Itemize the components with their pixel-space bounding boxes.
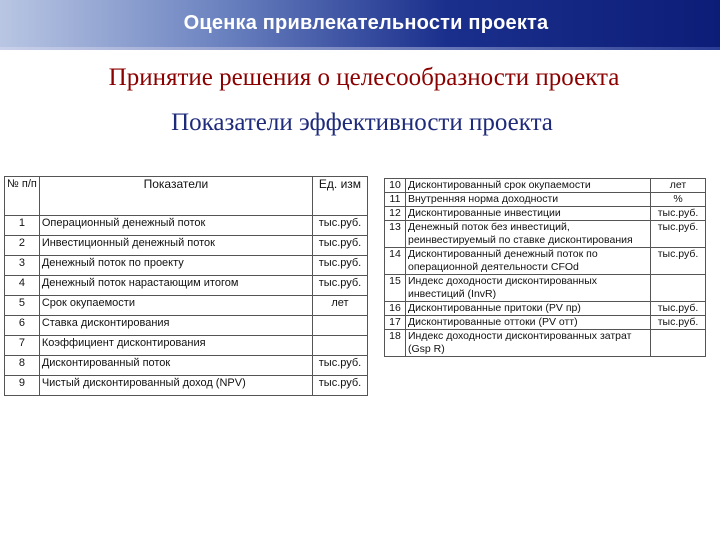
row-num: 11 xyxy=(385,193,406,207)
header-num: № п/п xyxy=(5,177,40,216)
row-num: 10 xyxy=(385,179,406,193)
row-name: Внутренняя норма доходности xyxy=(406,193,651,207)
indicators-table-right xyxy=(384,178,706,357)
row-name: Денежный поток нарастающим итогом xyxy=(39,276,312,296)
table-row xyxy=(5,376,368,396)
banner-underline xyxy=(0,47,720,50)
row-num: 15 xyxy=(385,275,406,302)
row-unit: тыс.руб. xyxy=(313,376,368,396)
row-num: 5 xyxy=(5,296,40,316)
table-row xyxy=(385,316,706,330)
row-num: 16 xyxy=(385,302,406,316)
row-unit: лет xyxy=(313,296,368,316)
slide-subheading: Показатели эффективности проекта xyxy=(171,109,553,136)
row-num: 4 xyxy=(5,276,40,296)
row-unit xyxy=(313,316,368,336)
row-name: Индекс доходности дисконтированных затрат (Gsp R) xyxy=(406,330,651,357)
row-unit: % xyxy=(651,193,706,207)
row-unit xyxy=(651,275,706,302)
table-row xyxy=(385,302,706,316)
table-row xyxy=(385,330,706,357)
indicators-table-left xyxy=(4,176,368,396)
row-unit: тыс.руб. xyxy=(651,316,706,330)
row-num: 17 xyxy=(385,316,406,330)
row-num: 6 xyxy=(5,316,40,336)
row-unit xyxy=(651,330,706,357)
row-num: 8 xyxy=(5,356,40,376)
table-row xyxy=(385,193,706,207)
table-row xyxy=(385,179,706,193)
row-name: Дисконтированные инвестиции xyxy=(406,207,651,221)
row-name: Индекс доходности дисконтированных инвестиций (InvR) xyxy=(406,275,651,302)
table-row xyxy=(5,336,368,356)
row-unit: тыс.руб. xyxy=(313,256,368,276)
row-name: Дисконтированный срок окупаемости xyxy=(406,179,651,193)
row-unit: тыс.руб. xyxy=(313,236,368,256)
row-name: Дисконтированный поток xyxy=(39,356,312,376)
row-num: 13 xyxy=(385,221,406,248)
row-num: 1 xyxy=(5,216,40,236)
row-name: Инвестиционный денежный поток xyxy=(39,236,312,256)
table-row xyxy=(5,236,368,256)
table-row xyxy=(5,276,368,296)
banner-title: Оценка привлекательности проекта xyxy=(183,12,549,34)
header-unit: Ед. изм xyxy=(313,177,368,216)
row-name: Дисконтированные притоки (PV пр) xyxy=(406,302,651,316)
row-num: 3 xyxy=(5,256,40,276)
table-row xyxy=(5,216,368,236)
row-name: Операционный денежный поток xyxy=(39,216,312,236)
slide-heading: Принятие решения о целесообразности проекта xyxy=(108,64,620,91)
table-row xyxy=(385,275,706,302)
table-row xyxy=(385,207,706,221)
row-num: 7 xyxy=(5,336,40,356)
table-row xyxy=(5,296,368,316)
header-name: Показатели xyxy=(39,177,312,216)
row-unit: тыс.руб. xyxy=(651,207,706,221)
row-unit xyxy=(313,336,368,356)
row-name: Коэффициент дисконтирования xyxy=(39,336,312,356)
row-name: Денежный поток без инвестиций, реинвестируемый по ставке дисконтирования xyxy=(406,221,651,248)
table-row xyxy=(5,316,368,336)
row-unit: тыс.руб. xyxy=(313,356,368,376)
row-name: Дисконтированные оттоки (PV отт) xyxy=(406,316,651,330)
row-num: 9 xyxy=(5,376,40,396)
row-name: Денежный поток по проекту xyxy=(39,256,312,276)
slide-banner xyxy=(0,0,720,47)
row-unit: тыс.руб. xyxy=(651,302,706,316)
row-unit: лет xyxy=(651,179,706,193)
row-unit: тыс.руб. xyxy=(313,216,368,236)
row-num: 12 xyxy=(385,207,406,221)
table-row xyxy=(385,248,706,275)
row-num: 14 xyxy=(385,248,406,275)
table-header-row xyxy=(5,177,368,216)
row-unit: тыс.руб. xyxy=(651,248,706,275)
row-name: Ставка дисконтирования xyxy=(39,316,312,336)
table-row xyxy=(385,221,706,248)
row-unit: тыс.руб. xyxy=(313,276,368,296)
table-row xyxy=(5,356,368,376)
row-unit: тыс.руб. xyxy=(651,221,706,248)
row-name: Срок окупаемости xyxy=(39,296,312,316)
row-name: Дисконтированный денежный поток по операционной деятельности CFOd xyxy=(406,248,651,275)
table-row xyxy=(5,256,368,276)
row-name: Чистый дисконтированный доход (NPV) xyxy=(39,376,312,396)
row-num: 2 xyxy=(5,236,40,256)
row-num: 18 xyxy=(385,330,406,357)
